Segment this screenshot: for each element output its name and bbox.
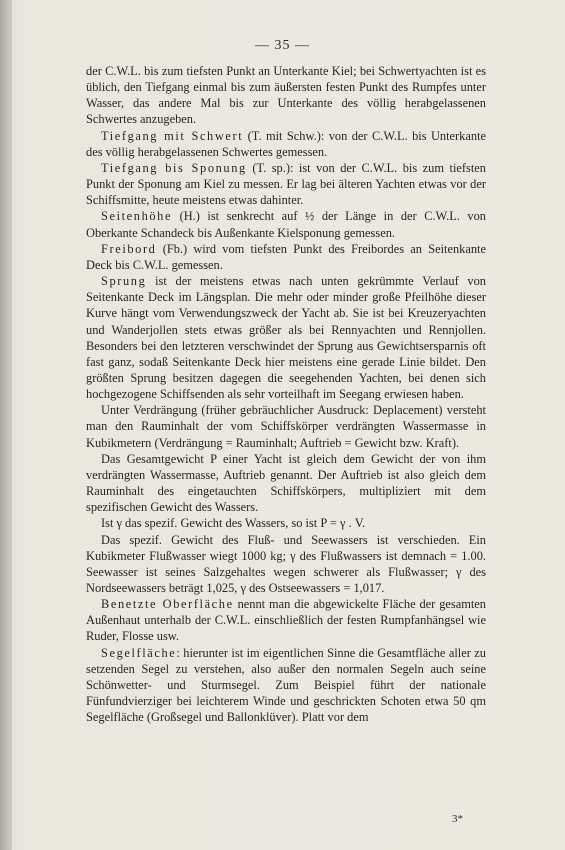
paragraph-sprung (86, 273, 486, 402)
paragraph-text: (T. sp.): ist von der C.W.L. bis zum tiefsten Punkt der Sponung am Kiel zu messen. Er lag bei älteren Yachten etwas vor der Schiffsmitte, heute meistens etwas dahinter. (86, 160, 486, 208)
paragraph-benetzte-oberflaeche (86, 596, 486, 644)
signature-mark: 3* (452, 813, 463, 825)
paragraph-text: Das Gesamtgewicht P einer Yacht ist gleich dem Gewicht der von ihm verdrängten Wassermasse, Auftrieb genannt. Der Auftrieb ist also gleich dem Rauminhalt des eingetauchten Schiffskörpers, multipliziert mit dem spezifischen Gewicht des Wassers. (86, 451, 486, 515)
paragraph-text: (H.) ist senkrecht auf ½ der Länge in der C.W.L. von Oberkante Schandeck bis Außenkante Kielsponung gemessen. (86, 209, 486, 240)
term-label: Segelfläche (101, 645, 177, 660)
paragraph-text: ist der meistens etwas nach unten gekrümmte Verlauf von Seitenkante Deck im Längsplan. Die mehr oder minder große Pfeilhöhe dieser Kurve hängt vom Verwendungszweck der Yacht ab. Sie ist bei Kreuzeryachten und Wanderjollen stets etwas größer als bei Rennyachten und Rennjollen. Besonders bei den letzteren verschwindet der Sprung aus Gewichtsersparnis oft fast ganz, sodaß Seitenkante Deck hier meistens eine gerade Linie bildet. Den größten Sprung besitzen dagegen die seegehenden Yachten, bei denen sich hochgezogene Schiffsenden als sehr vorteilhaft im Seegang erwiesen haben. (86, 274, 486, 402)
paragraph-tiefgang-continued (86, 63, 486, 128)
term-label: Tiefgang mit Schwert (101, 128, 244, 143)
paragraph-text: Unter Verdrängung (früher gebräuchlicher Ausdruck: Deplacement) versteht man den Rauminhalt der vom Schiffskörper verdrängten Wassermasse in Kubikmetern (Verdrängung = Rauminhalt; Auftrieb = Gewicht bzw. Kraft). (86, 403, 486, 450)
term-label: Seitenhöhe (101, 209, 173, 224)
term-label: Benetzte Oberfläche (101, 597, 234, 612)
paragraph-tiefgang-mit-schwert (86, 128, 486, 160)
paragraph-text: (Fb.) wird vom tiefsten Punkt des Freibordes an Seitenkante Deck bis C.W.L. gemessen. (86, 241, 486, 272)
term-label: Tiefgang bis Sponung (101, 160, 247, 175)
paragraph-formula (86, 515, 486, 531)
term-label: Sprung (101, 274, 147, 289)
page-number: — 35 — (255, 38, 310, 53)
book-spine-shadow (0, 0, 12, 850)
paragraph-text: Das spezif. Gewicht des Fluß- und Seewassers ist verschieden. Ein Kubikmeter Flußwasser wiegt 1000 kg; γ des Flußwassers ist demnach = 1.00. Seewasser ist seines Salzgehaltes wegen schwerer als Flußwasser; γ des Nordseewassers beträgt 1,025, γ des Ostseewassers = 1,017. (86, 532, 486, 595)
paragraph-verdraengung (86, 402, 486, 450)
paragraph-seitenhoehe (86, 208, 486, 240)
paragraph-gesamtgewicht (86, 451, 486, 516)
paragraph-tiefgang-bis-sponung (86, 160, 486, 208)
paragraph-spezif-gewicht (86, 532, 486, 597)
paragraph-text: der C.W.L. bis zum tiefsten Punkt an Unterkante Kiel; bei Schwertyachten ist es üblich, den Tiefgang einmal bis zum äußersten festen Punkt des Rumpfes unter Wasser, das andere Mal bis zur Unterkante des völlig herabgelassenen Schwertes anzugeben. (86, 64, 486, 127)
body-text (86, 63, 486, 725)
paragraph-text: Ist γ das spezif. Gewicht des Wassers, so ist P = γ . V. (101, 516, 366, 531)
paragraph-segelflaeche (86, 645, 486, 726)
term-label: Freibord (101, 241, 157, 256)
paragraph-text: : hierunter ist im eigentlichen Sinne die Gesamtfläche aller zu setzenden Segel zu verstehen, also außer den normalen Segeln auch seine Schönwetter- und Sturmsegel. Zum Beispiel führt der nationale Fünfundvierziger bei leichterem Winde und geschrickten Schoten etwa 50 qm Segelfläche (Großsegel und Ballonklüver). Platt vor dem (86, 645, 486, 725)
paragraph-text: (T. mit Schw.): von der C.W.L. bis Unterkante des völlig herabgelassenen Schwertes gemessen. (86, 128, 487, 159)
paragraph-text: nennt man die abgewickelte Fläche der gesamten Außenhaut unterhalb der C.W.L. einschließlich der festen Rumpfanhängsel wie Ruder, Flosse usw. (86, 597, 487, 644)
paragraph-freibord (86, 241, 486, 273)
